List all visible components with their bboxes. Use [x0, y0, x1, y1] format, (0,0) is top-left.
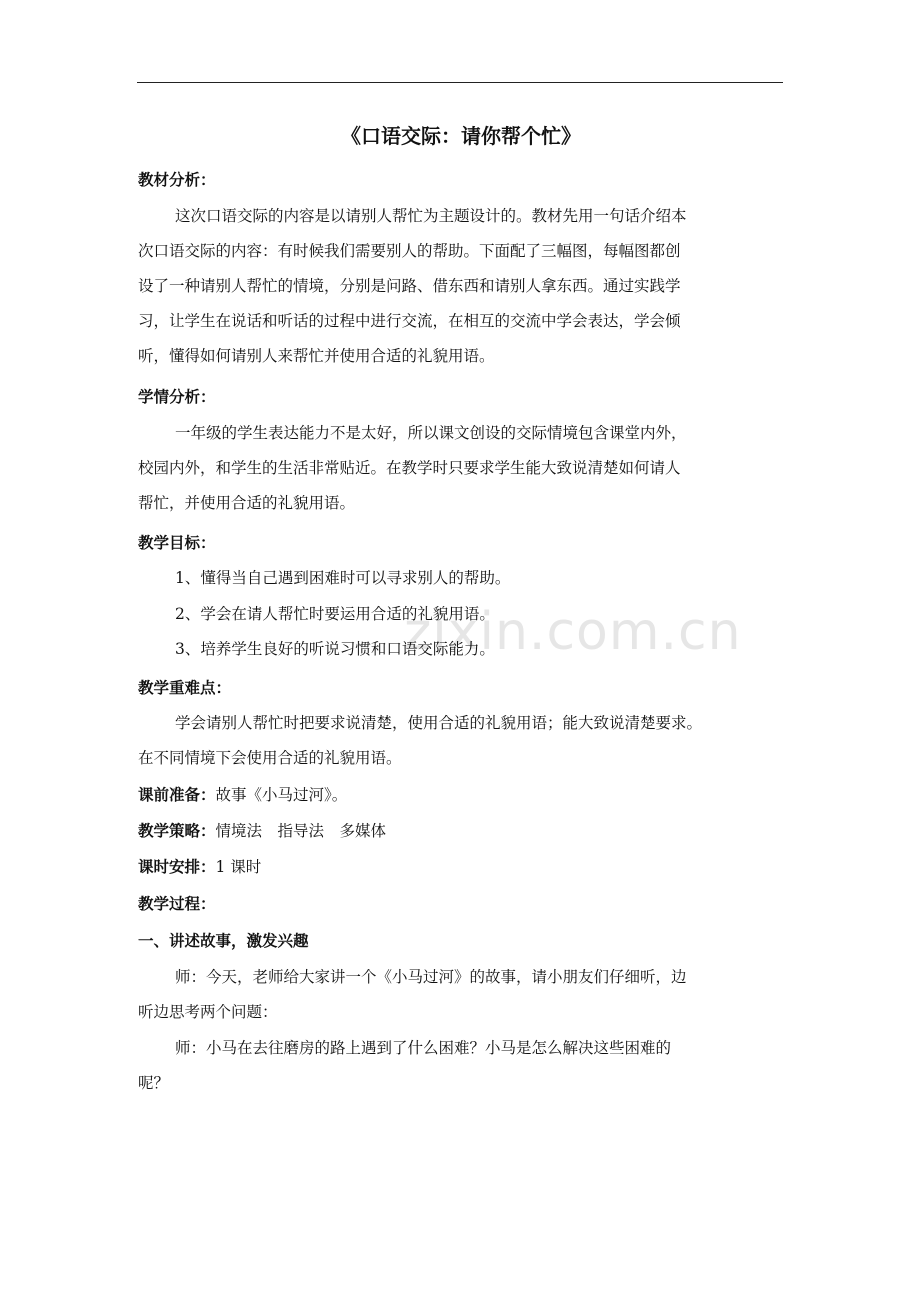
paragraph-line: 这次口语交际的内容是以请别人帮忙为主题设计的。教材先用一句话介绍本: [175, 207, 687, 225]
schedule-row: [138, 855, 784, 877]
document-title: 《口语交际：请你帮个忙》: [341, 124, 581, 148]
paragraph-line: 呢？: [138, 1074, 170, 1092]
strategy-value: 情境法 指导法 多媒体: [215, 822, 387, 840]
strategy-row: [138, 819, 784, 841]
paragraph-line: 设了一种请别人帮忙的情境，分别是问路、借东西和请别人拿东西。通过实践学: [138, 277, 681, 295]
heading-textbook-analysis: 教材分析：: [138, 171, 216, 189]
watermark: zixin.com.cn: [404, 602, 742, 662]
paragraph-line: 校园内外，和学生的生活非常贴近。在教学时只要求学生能大致说清楚如何请人: [138, 459, 681, 477]
header-rule: [137, 82, 783, 83]
paragraph-line: 习，让学生在说话和听话的过程中进行交流，在相互的交流中学会表达，学会倾: [138, 312, 681, 330]
schedule-label: 课时安排：: [138, 858, 216, 876]
heading-student-analysis: 学情分析：: [138, 388, 216, 406]
paragraph-line: 师：今天，老师给大家讲一个《小马过河》的故事，请小朋友们仔细听，边: [175, 968, 687, 986]
paragraph-line: 师：小马在去往磨房的路上遇到了什么困难？小马是怎么解决这些困难的: [175, 1039, 672, 1057]
paragraph-line: 一年级的学生表达能力不是太好，所以课文创设的交际情境包含课堂内外，: [175, 424, 687, 442]
heading-objectives: 教学目标：: [138, 534, 216, 552]
paragraph-line: 帮忙，并使用合适的礼貌用语。: [138, 494, 356, 512]
objective-item: 3、培养学生良好的听说习惯和口语交际能力。: [175, 640, 495, 658]
objective-item: 1、懂得当自己遇到困难时可以寻求别人的帮助。: [175, 569, 511, 587]
paragraph-line: 听，懂得如何请别人来帮忙并使用合适的礼貌用语。: [138, 347, 495, 365]
preparation-row: [138, 783, 784, 805]
preparation-value: 故事《小马过河》。: [215, 786, 348, 804]
objective-item: 2、学会在请人帮忙时要运用合适的礼貌用语。: [175, 605, 495, 623]
heading-process: 教学过程：: [138, 895, 216, 913]
heading-key-points: 教学重难点：: [138, 679, 232, 697]
strategy-label: 教学策略：: [138, 822, 216, 840]
schedule-value: 1 课时: [215, 858, 262, 876]
preparation-label: 课前准备：: [138, 786, 216, 804]
heading-step-1: 一、讲述故事，激发兴趣: [138, 932, 309, 950]
paragraph-line: 学会请别人帮忙时把要求说清楚，使用合适的礼貌用语；能大致说清楚要求。: [175, 714, 703, 732]
paragraph-line: 听边思考两个问题：: [138, 1003, 278, 1021]
paragraph-line: 在不同情境下会使用合适的礼貌用语。: [138, 749, 402, 767]
paragraph-line: 次口语交际的内容：有时候我们需要别人的帮助。下面配了三幅图，每幅图都创: [138, 242, 681, 260]
